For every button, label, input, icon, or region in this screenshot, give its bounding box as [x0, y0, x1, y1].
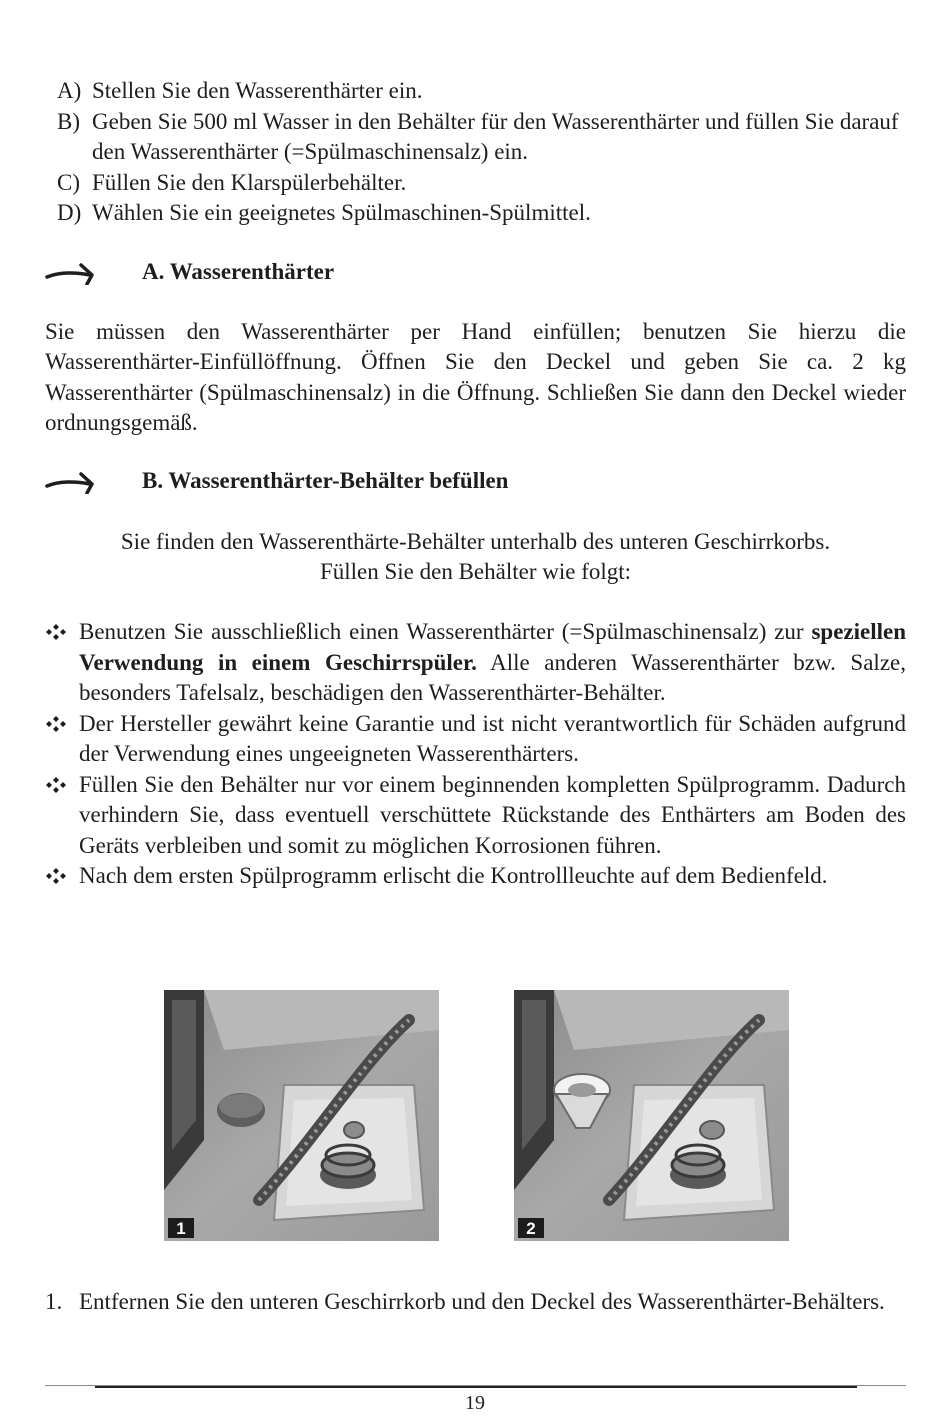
item-text: Entfernen Sie den unteren Geschirrkorb und den Deckel des Wasserenthärter-Behälters. [79, 1289, 885, 1314]
bullet-item [45, 861, 906, 892]
step-text: Geben Sie 500 ml Wasser in den Behälter für den Wasserenthärter und füllen Sie darauf den Wasserenthärter (=Spülmaschinensalz) ein. [92, 108, 899, 164]
bullet-list [45, 617, 906, 892]
section-b-heading [45, 466, 845, 500]
arrow-icon [45, 261, 97, 285]
section-b-title: B. Wasserenthärter-Behälter befüllen [142, 468, 509, 493]
bullet-bold-text: speziellen Verwendung in einem Geschirrspüler. [79, 619, 906, 675]
page-number: 19 [465, 1392, 485, 1414]
photo-step-2 [514, 990, 789, 1241]
item-number: 1. [45, 1289, 63, 1314]
diamond-bullet-icon [46, 777, 66, 793]
step-text: Stellen Sie den Wasserenthärter ein. [92, 78, 423, 103]
bullet-item [45, 770, 906, 862]
step-b [57, 107, 907, 168]
step-text: Wählen Sie ein geeignetes Spülmaschinen-Spülmittel. [92, 200, 591, 225]
dishwasher-photo-2 [514, 990, 789, 1241]
section-a-heading [45, 257, 845, 291]
bullet-text: Füllen Sie den Behälter nur vor einem beginnenden kompletten Spülprogramm. Dadurch verhindern Sie, dass eventuell verschüttete Rückstande des Enthärters am Boden des Geräts verbleiben und somit zu möglichen Korrosionen führen. [79, 771, 906, 858]
step-label: C) [57, 169, 80, 195]
step-label: B) [57, 108, 80, 134]
footer-divider-accent [95, 1386, 857, 1388]
step-c [57, 168, 907, 199]
numbered-item [45, 1287, 906, 1318]
bullet-item [45, 617, 906, 709]
arrow-icon [45, 470, 97, 494]
step-d [57, 198, 907, 229]
intro-line-1: Sie finden den Wasserenthärte-Behälter unterhalb des unteren Geschirrkorbs. [120, 529, 831, 554]
diamond-bullet-icon [46, 624, 66, 640]
step-label: D) [57, 200, 82, 225]
photo-badge: 1 [176, 1219, 186, 1238]
bullet-text: Der Hersteller gewährt keine Garantie und ist nicht verantwortlich für Schäden aufgrund der Verwendung eines ungeeigneten Wasserenthärters. [79, 710, 906, 766]
bullet-text: Alle anderen Wasserenthärter bzw. Salze, besonders Tafelsalz, beschädigen den Wasserenthärter-Behälter. [79, 649, 906, 705]
section-a-body: Sie müssen den Wasserenthärter per Hand einfüllen; benutzen Sie hierzu die Wasserenthärter-Einfüllöffnung. Öffnen Sie den Deckel und geben Sie ca. 2 kg Wasserenthärter (Spülmaschinensalz) in die Öffnung. Schließen Sie dann den Deckel wieder ordnungsgemäß. [45, 319, 906, 435]
intro-line-2: Füllen Sie den Behälter wie folgt: [319, 559, 632, 585]
section-a-title: A. Wasserenthärter [142, 259, 335, 284]
photo-badge: 2 [526, 1219, 536, 1238]
step-a [57, 76, 907, 107]
dishwasher-photo-1 [164, 990, 439, 1241]
step-text: Füllen Sie den Klarspülerbehälter. [92, 169, 407, 195]
numbered-list [45, 1287, 906, 1318]
step-label: A) [57, 78, 82, 103]
section-b-intro [45, 527, 906, 588]
bullet-item [45, 709, 906, 770]
diamond-bullet-icon [46, 868, 66, 884]
photo-row [164, 990, 789, 1241]
bullet-text: Benutzen Sie ausschließlich einen Wasserenthärter (=Spülmaschinensalz) zur [79, 619, 812, 644]
setup-steps [57, 76, 907, 229]
bullet-text: Nach dem ersten Spülprogramm erlischt die Kontrollleuchte auf dem Bedienfeld. [79, 863, 828, 888]
photo-step-1 [164, 990, 439, 1241]
diamond-bullet-icon [46, 716, 66, 732]
